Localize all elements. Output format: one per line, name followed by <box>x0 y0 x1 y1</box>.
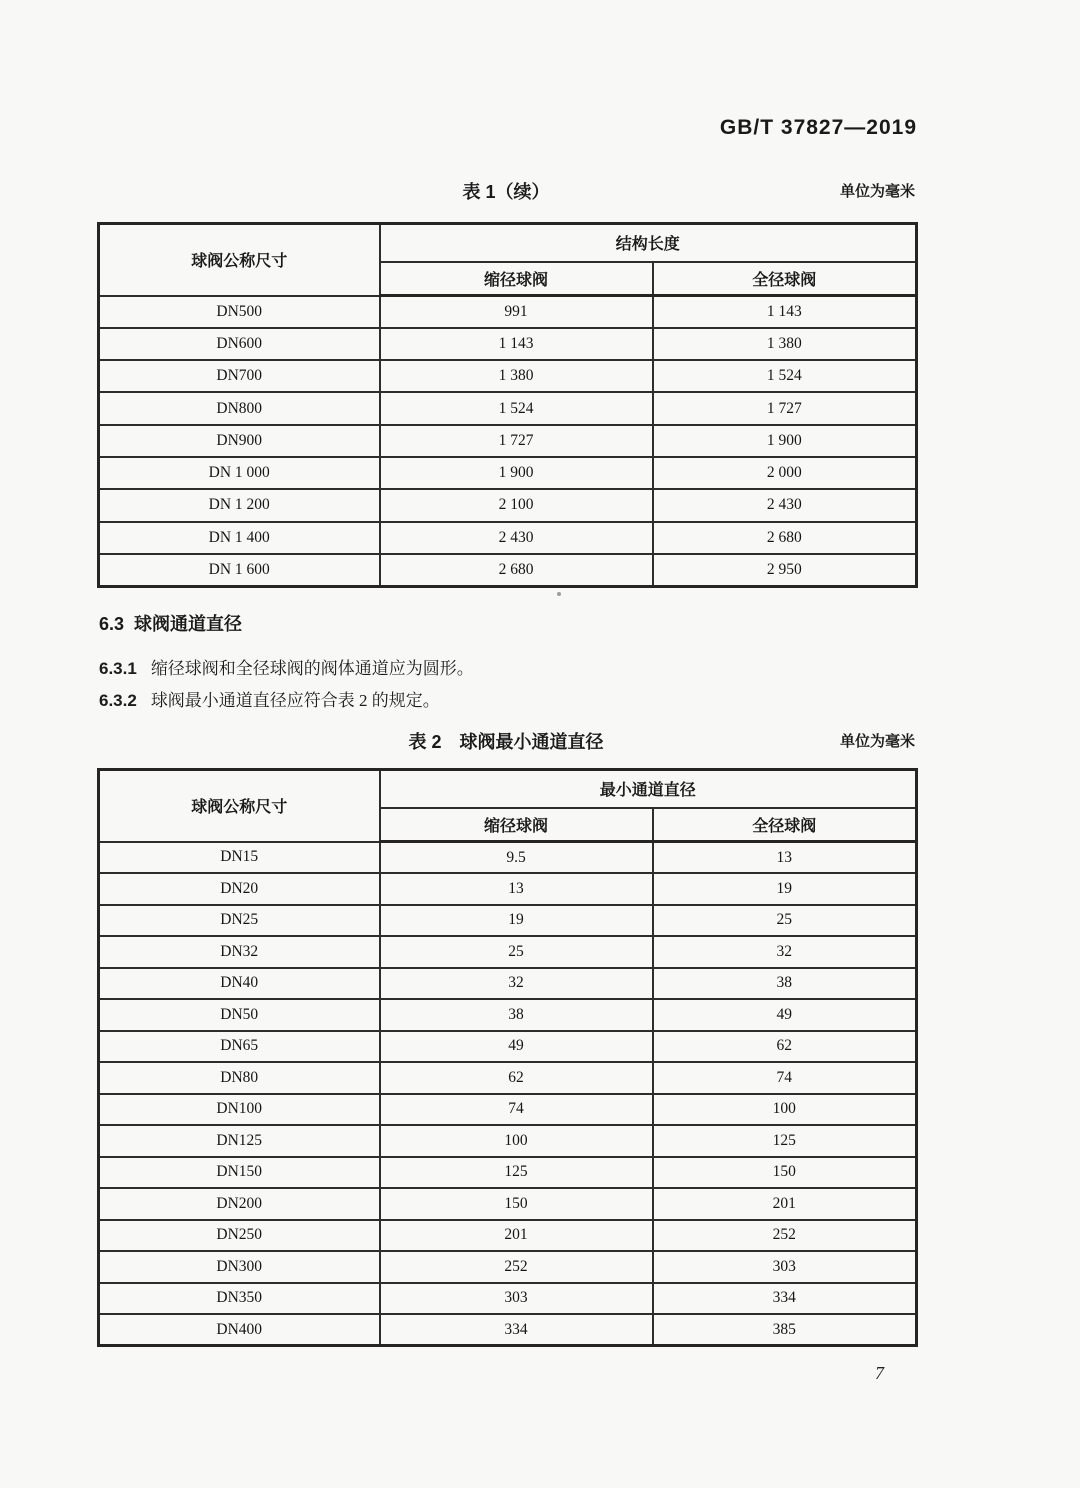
table-cell: 38 <box>653 968 917 1000</box>
section-heading-text: 球阀通道直径 <box>134 614 243 634</box>
table-cell: DN80 <box>99 1062 380 1094</box>
table-cell: DN800 <box>99 392 380 424</box>
table-cell: DN25 <box>99 905 380 937</box>
table-cell: 100 <box>380 1125 653 1157</box>
table1-subheader-reduced: 缩径球阀 <box>380 262 653 296</box>
table-cell: DN500 <box>99 296 380 328</box>
table-row <box>99 1283 917 1315</box>
table-row <box>99 1125 917 1157</box>
table2-caption: 表 2 球阀最小通道直径 <box>408 732 604 752</box>
table-cell: 2 430 <box>380 522 653 554</box>
table-cell: 49 <box>653 999 917 1031</box>
table-row <box>99 554 917 586</box>
table2-header-group-row <box>99 770 917 808</box>
table-cell: DN300 <box>99 1251 380 1283</box>
table-cell: 2 100 <box>380 489 653 521</box>
table-cell: DN 1 000 <box>99 457 380 489</box>
section-heading-number: 6.3 <box>99 614 125 634</box>
table-cell: DN900 <box>99 425 380 457</box>
table-cell: 252 <box>380 1251 653 1283</box>
page-number: 7 <box>875 1363 884 1383</box>
table2-subheader-reduced: 缩径球阀 <box>380 808 653 842</box>
table2-body <box>99 842 917 1346</box>
clause-632-number: 6.3.2 <box>99 691 137 710</box>
table-cell: DN 1 600 <box>99 554 380 586</box>
table-cell: 303 <box>380 1283 653 1315</box>
table-row <box>99 392 917 424</box>
clause-631-text: 缩径球阀和全径球阀的阀体通道应为圆形。 <box>150 659 474 678</box>
table-cell: 334 <box>380 1314 653 1346</box>
table-cell: 32 <box>653 936 917 968</box>
table-row <box>99 905 917 937</box>
table-cell: DN15 <box>99 842 380 874</box>
table-cell: 19 <box>653 873 917 905</box>
table-cell: DN32 <box>99 936 380 968</box>
table-cell: DN50 <box>99 999 380 1031</box>
table-cell: 1 524 <box>380 392 653 424</box>
table-cell: 32 <box>380 968 653 1000</box>
table-row <box>99 522 917 554</box>
table-cell: DN20 <box>99 873 380 905</box>
table-cell: 991 <box>380 296 653 328</box>
table-row <box>99 1314 917 1346</box>
table-cell: 13 <box>653 842 917 874</box>
table-cell: 49 <box>380 1031 653 1063</box>
table-cell: 201 <box>653 1188 917 1220</box>
table2-header-size: 球阀公称尺寸 <box>99 770 380 842</box>
table-cell: 62 <box>653 1031 917 1063</box>
table-cell: 1 143 <box>653 296 917 328</box>
table-cell: 1 727 <box>653 392 917 424</box>
table-cell: DN200 <box>99 1188 380 1220</box>
table-cell: 74 <box>380 1094 653 1126</box>
table-cell: DN350 <box>99 1283 380 1315</box>
table-cell: 1 143 <box>380 328 653 360</box>
scan-speck <box>557 592 561 596</box>
table-cell: 2 680 <box>653 522 917 554</box>
table-cell: 1 524 <box>653 360 917 392</box>
table-cell: DN700 <box>99 360 380 392</box>
table-row <box>99 1031 917 1063</box>
table1 <box>97 222 918 588</box>
table-cell: 74 <box>653 1062 917 1094</box>
table-cell: DN65 <box>99 1031 380 1063</box>
table-cell: 201 <box>380 1220 653 1252</box>
table-cell: DN150 <box>99 1157 380 1189</box>
table1-unit-note: 单位为毫米 <box>839 183 915 200</box>
table1-header-size: 球阀公称尺寸 <box>99 224 380 296</box>
table-cell: 2 000 <box>653 457 917 489</box>
table-cell: 25 <box>380 936 653 968</box>
table-cell: 334 <box>653 1283 917 1315</box>
table-cell: DN 1 200 <box>99 489 380 521</box>
table-row <box>99 1062 917 1094</box>
table-row <box>99 1188 917 1220</box>
table-cell: DN100 <box>99 1094 380 1126</box>
table-cell: 1 380 <box>653 328 917 360</box>
table-cell: 1 900 <box>653 425 917 457</box>
clause-632-text: 球阀最小通道直径应符合表 2 的规定。 <box>150 691 440 710</box>
table1-caption: 表 1（续） <box>462 182 550 202</box>
table2 <box>97 768 918 1347</box>
table-row <box>99 360 917 392</box>
table-cell: 385 <box>653 1314 917 1346</box>
table-cell: 2 430 <box>653 489 917 521</box>
standard-code: GB/T 37827—2019 <box>719 116 917 139</box>
table1-subheader-full: 全径球阀 <box>653 262 917 296</box>
table-cell: 100 <box>653 1094 917 1126</box>
table-row <box>99 296 917 328</box>
table-row <box>99 968 917 1000</box>
table1-caption-row <box>97 178 915 202</box>
table-cell: DN600 <box>99 328 380 360</box>
table-cell: 1 380 <box>380 360 653 392</box>
table-row <box>99 842 917 874</box>
table-row <box>99 425 917 457</box>
table-row <box>99 1220 917 1252</box>
table-cell: 150 <box>380 1188 653 1220</box>
table-row <box>99 328 917 360</box>
table-cell: DN250 <box>99 1220 380 1252</box>
table-cell: 125 <box>380 1157 653 1189</box>
table-cell: 2 950 <box>653 554 917 586</box>
table-row <box>99 489 917 521</box>
table-cell: 62 <box>380 1062 653 1094</box>
section-heading <box>99 610 242 636</box>
table-cell: 19 <box>380 905 653 937</box>
table-cell: DN125 <box>99 1125 380 1157</box>
clause-631-number: 6.3.1 <box>99 659 137 678</box>
table2-caption-row <box>97 728 915 752</box>
table-cell: 252 <box>653 1220 917 1252</box>
table-row <box>99 1251 917 1283</box>
table1-body <box>99 296 917 587</box>
table2-unit-note: 单位为毫米 <box>839 733 915 750</box>
table2-subheader-full: 全径球阀 <box>653 808 917 842</box>
table-cell: 9.5 <box>380 842 653 874</box>
table-row <box>99 457 917 489</box>
clause-631 <box>99 654 474 679</box>
table-row <box>99 873 917 905</box>
table-cell: 38 <box>380 999 653 1031</box>
table-cell: DN40 <box>99 968 380 1000</box>
clause-632 <box>99 686 440 711</box>
table-row <box>99 1094 917 1126</box>
table-cell: 2 680 <box>380 554 653 586</box>
table-cell: 125 <box>653 1125 917 1157</box>
table-cell: 303 <box>653 1251 917 1283</box>
table-cell: 150 <box>653 1157 917 1189</box>
table-cell: DN 1 400 <box>99 522 380 554</box>
table-row <box>99 999 917 1031</box>
table-cell: DN400 <box>99 1314 380 1346</box>
table-cell: 13 <box>380 873 653 905</box>
table-cell: 1 900 <box>380 457 653 489</box>
table1-header-group: 结构长度 <box>380 224 917 262</box>
table-cell: 1 727 <box>380 425 653 457</box>
table-row <box>99 1157 917 1189</box>
table-cell: 25 <box>653 905 917 937</box>
table1-header-group-row <box>99 224 917 262</box>
table2-header-group: 最小通道直径 <box>380 770 917 808</box>
table-row <box>99 936 917 968</box>
